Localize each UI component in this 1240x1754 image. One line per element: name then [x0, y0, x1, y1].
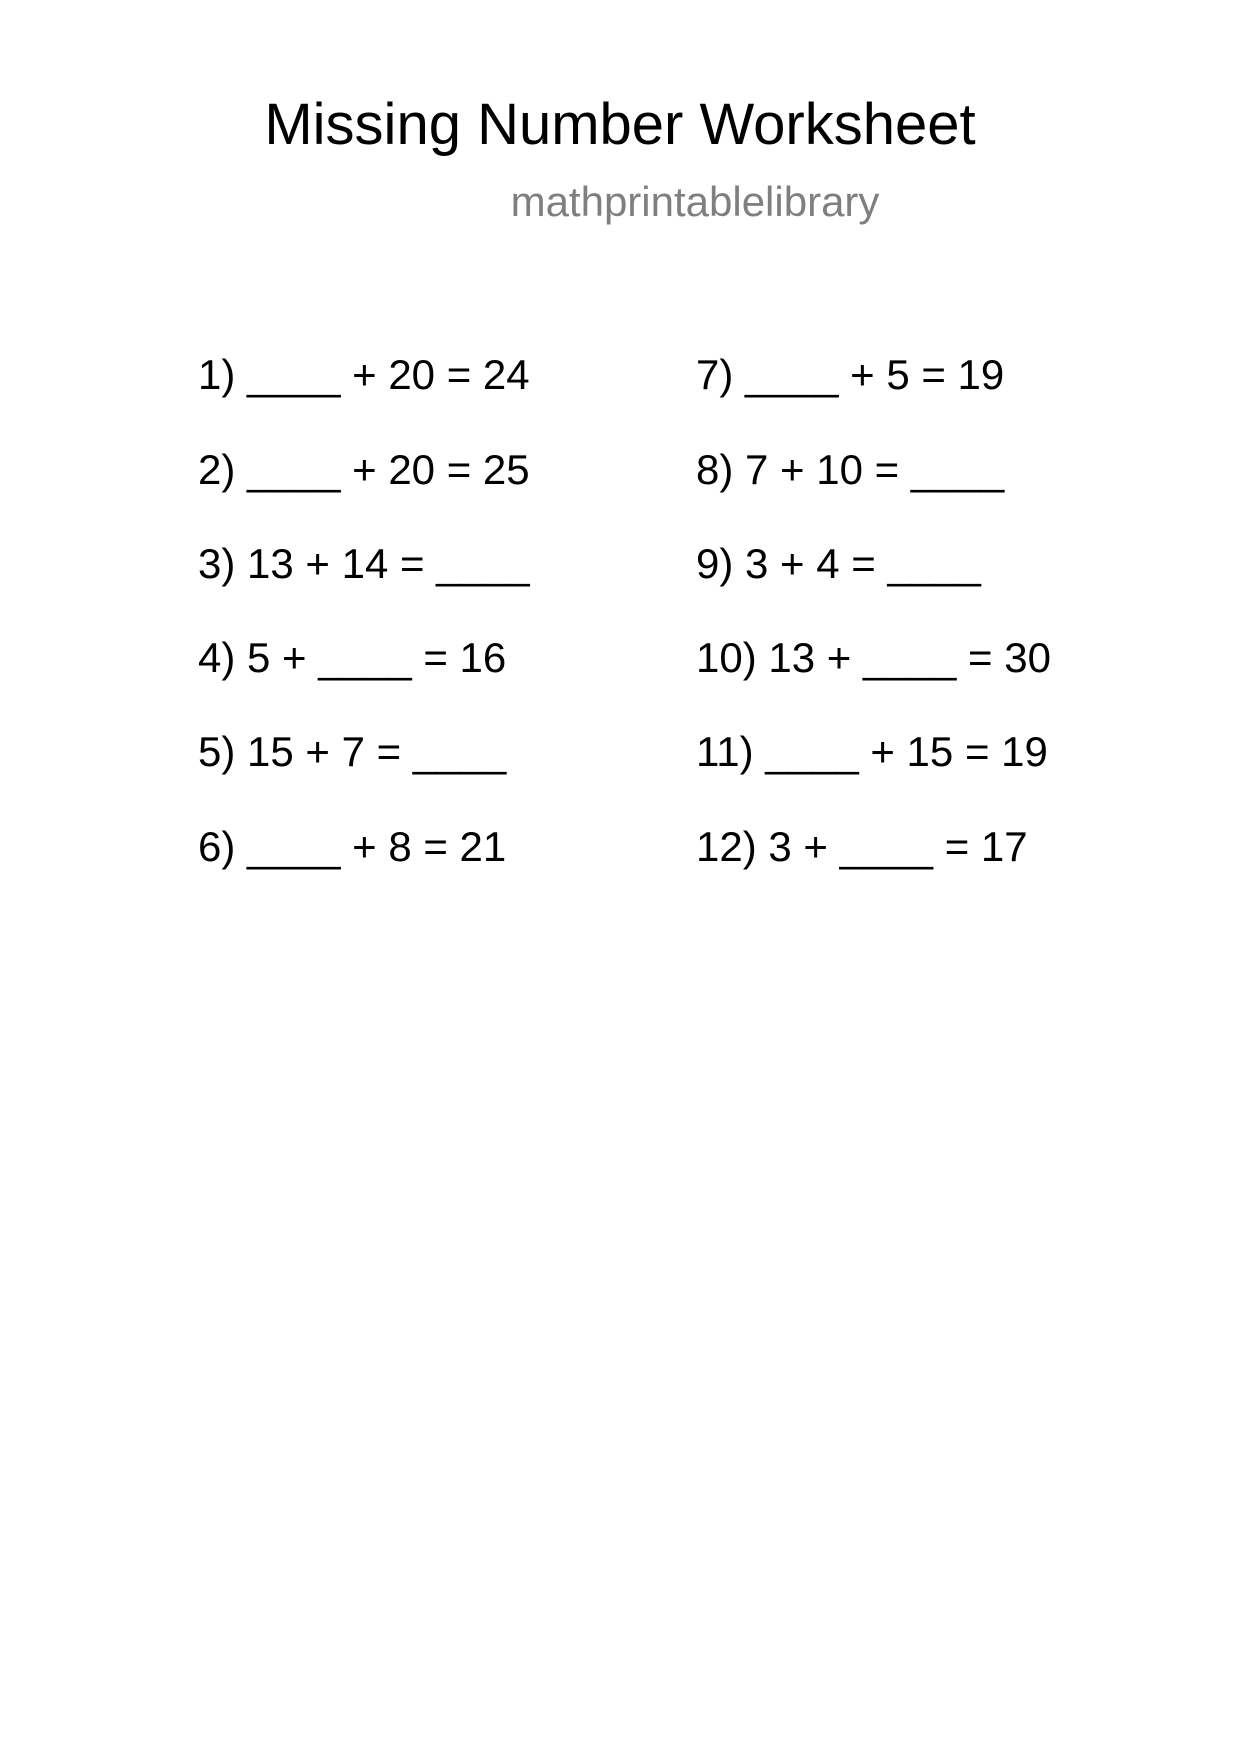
- problem-12: 12) 3 + ____ = 17: [696, 823, 1028, 870]
- worksheet-title: Missing Number Worksheet: [264, 92, 976, 157]
- problem-10: 10) 13 + ____ = 30: [696, 634, 1051, 681]
- problem-2: 2) ____ + 20 = 25: [198, 446, 530, 493]
- problem-4: 4) 5 + ____ = 16: [198, 634, 507, 681]
- problem-8: 8) 7 + 10 = ____: [696, 446, 1005, 493]
- worksheet-subtitle: mathprintablelibrary: [510, 178, 880, 225]
- problem-1: 1) ____ + 20 = 24: [198, 351, 530, 398]
- problem-3: 3) 13 + 14 = ____: [198, 540, 530, 587]
- problem-11: 11) ____ + 15 = 19: [696, 728, 1048, 775]
- problem-6: 6) ____ + 8 = 21: [198, 823, 507, 870]
- problem-9: 9) 3 + 4 = ____: [696, 540, 981, 587]
- problem-7: 7) ____ + 5 = 19: [696, 351, 1005, 398]
- problem-5: 5) 15 + 7 = ____: [198, 728, 507, 775]
